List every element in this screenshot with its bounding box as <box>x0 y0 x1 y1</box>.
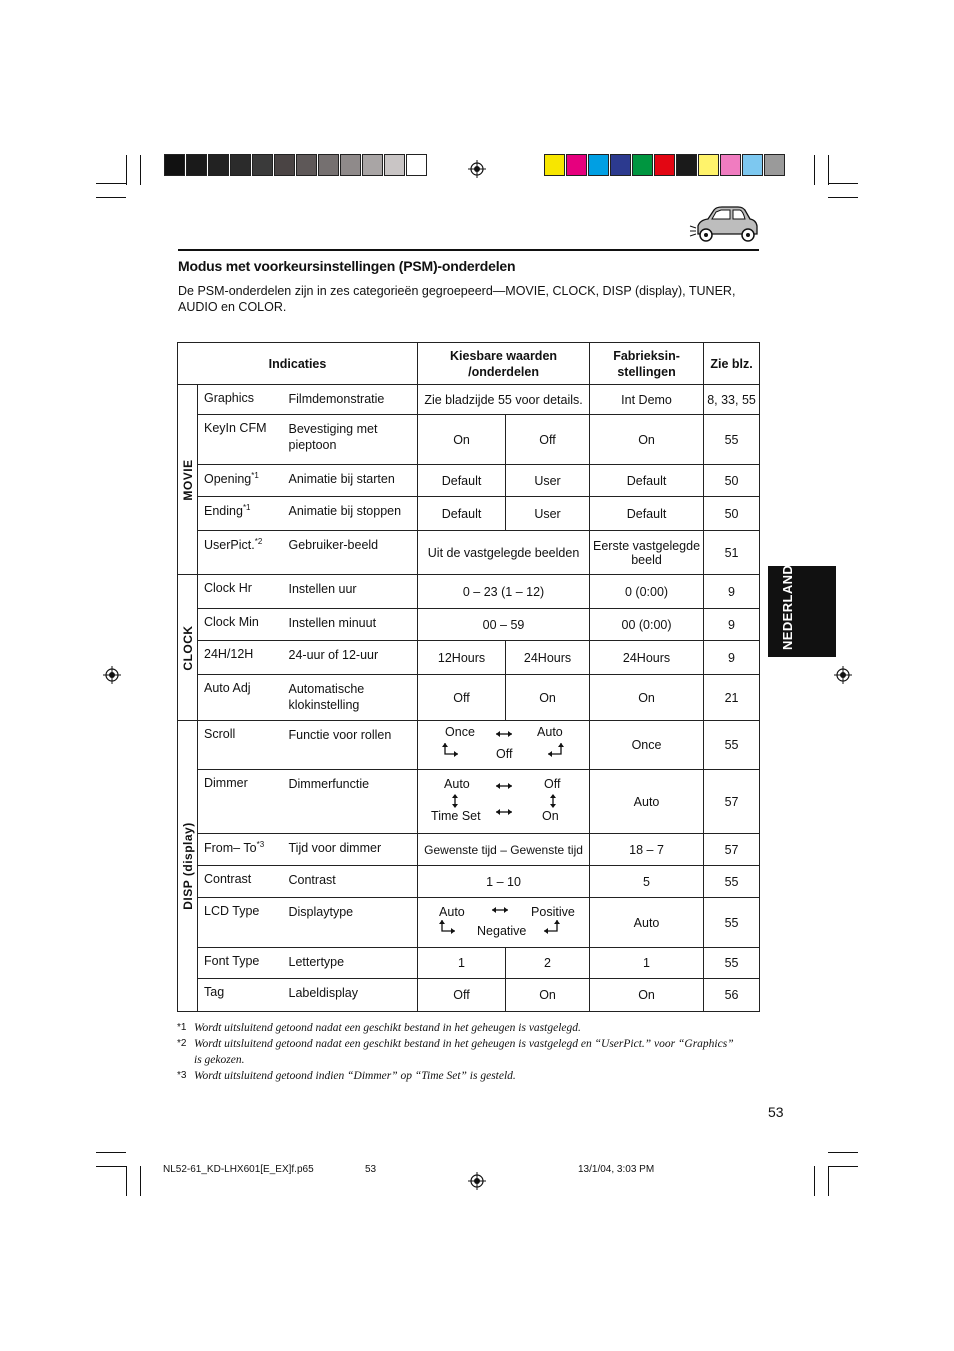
row-page: 9 <box>704 575 760 609</box>
cycle-option: Positive <box>531 904 575 919</box>
vertical-arrow-icon <box>548 793 558 809</box>
language-tab <box>768 555 836 657</box>
row-choices-cycle <box>418 770 590 834</box>
car-icon <box>688 204 760 246</box>
row-name-text: Scroll <box>204 727 236 741</box>
table-row <box>178 415 760 465</box>
footnote-text: Wordt uitsluitend getoond nadat een geschikt bestand in het geheugen is vastgelegd. <box>194 1022 581 1034</box>
return-arrow-icon <box>442 742 460 758</box>
double-arrow-icon <box>494 781 514 791</box>
category-label: MOVIE <box>180 458 195 501</box>
row-page: 57 <box>704 770 760 834</box>
crop-mark <box>96 1152 126 1153</box>
heading-rule <box>178 249 759 251</box>
row-default: Auto <box>590 770 704 834</box>
row-name <box>198 531 289 575</box>
row-default: 5 <box>590 866 704 898</box>
footnote <box>177 1036 737 1068</box>
row-choices-cycle <box>418 898 590 948</box>
row-default: On <box>590 979 704 1012</box>
row-page: 8, 33, 55 <box>704 385 760 415</box>
registration-mark-icon <box>468 1172 486 1190</box>
crop-mark <box>814 1166 815 1196</box>
row-choice: Off <box>418 675 506 721</box>
row-name-text: LCD Type <box>204 904 260 918</box>
row-desc: Bevestiging met pieptoon <box>289 415 418 465</box>
cycle-option: Auto <box>537 724 563 739</box>
double-arrow-icon <box>490 905 510 915</box>
footnote <box>177 1020 737 1036</box>
row-default: 18 – 7 <box>590 834 704 866</box>
row-desc: Automatische klokinstelling <box>289 675 418 721</box>
page-number: 53 <box>768 1104 784 1120</box>
row-choice: Off <box>506 415 590 465</box>
color-swatch <box>544 154 565 176</box>
row-name <box>198 866 289 898</box>
row-name <box>198 675 289 721</box>
row-name-text: Opening <box>204 472 252 487</box>
table-row <box>178 948 760 979</box>
row-desc: Tijd voor dimmer <box>289 834 418 866</box>
row-choice: Default <box>418 465 506 497</box>
row-name-text: Font Type <box>204 954 260 968</box>
color-swatch <box>566 154 587 176</box>
row-name <box>198 641 289 675</box>
cycle-option: Negative <box>477 923 527 938</box>
category-label: DISP (display) <box>180 822 195 910</box>
table-row <box>178 770 760 834</box>
row-default: Auto <box>590 898 704 948</box>
footnotes <box>177 1020 737 1084</box>
footer-page: 53 <box>365 1164 377 1175</box>
row-page: 57 <box>704 834 760 866</box>
crop-mark <box>140 155 141 185</box>
row-choice: 1 <box>418 948 506 979</box>
color-swatch <box>610 154 631 176</box>
row-name-text: Clock Min <box>204 615 259 629</box>
crop-mark <box>140 1166 141 1196</box>
color-swatch <box>164 154 185 176</box>
row-choices: Gewenste tijd – Gewenste tijd <box>418 834 590 866</box>
row-name-text: Ending <box>204 504 243 519</box>
row-choice: Off <box>418 979 506 1012</box>
double-arrow-icon <box>494 807 514 817</box>
row-default: 0 (0:00) <box>590 575 704 609</box>
color-swatch <box>384 154 405 176</box>
table-row <box>178 609 760 641</box>
row-choice: User <box>506 497 590 531</box>
row-default: Int Demo <box>590 385 704 415</box>
row-name <box>198 979 289 1012</box>
header-zie: Zie blz. <box>704 343 760 385</box>
color-swatch <box>588 154 609 176</box>
section-heading: Modus met voorkeursinstellingen (PSM)-onderdelen <box>178 258 516 274</box>
color-swatch <box>208 154 229 176</box>
row-desc: 24-uur of 12-uur <box>289 641 418 675</box>
row-name-text: Tag <box>204 985 225 999</box>
table-row <box>178 531 760 575</box>
row-name-text: Graphics <box>204 391 255 405</box>
row-default: 1 <box>590 948 704 979</box>
row-default: On <box>590 415 704 465</box>
row-name-text: Clock Hr <box>204 581 252 595</box>
row-desc: Filmdemonstratie <box>289 385 418 415</box>
row-name <box>198 415 289 465</box>
row-page: 50 <box>704 497 760 531</box>
row-page: 9 <box>704 609 760 641</box>
row-page: 9 <box>704 641 760 675</box>
row-name <box>198 465 289 497</box>
table-row <box>178 641 760 675</box>
footnote-mark: *1 <box>242 503 251 512</box>
footnote-mark: *1 <box>251 471 259 480</box>
row-name <box>198 721 289 770</box>
row-desc: Contrast <box>289 866 418 898</box>
footnote <box>177 1068 737 1084</box>
row-page: 55 <box>704 898 760 948</box>
row-name <box>198 609 289 641</box>
footnote-text: Wordt uitsluitend getoond indien “Dimmer” op “Time Set” is gesteld. <box>194 1070 516 1082</box>
header-fabrieks: Fabrieksin-stellingen <box>590 343 704 385</box>
row-name <box>198 385 289 415</box>
row-choice: User <box>506 465 590 497</box>
row-choices: 00 – 59 <box>418 609 590 641</box>
category-movie <box>178 385 198 575</box>
row-choice: 24Hours <box>506 641 590 675</box>
footnote-mark: *3 <box>256 840 265 849</box>
footer-file: NL52-61_KD-LHX601[E_EX]f.p65 <box>163 1164 314 1175</box>
registration-mark-icon <box>103 666 121 684</box>
crop-mark <box>814 155 815 185</box>
row-choice: On <box>506 979 590 1012</box>
row-desc: Functie voor rollen <box>289 721 418 770</box>
table-row <box>178 575 760 609</box>
row-desc: Gebruiker-beeld <box>289 531 418 575</box>
row-choice: 12Hours <box>418 641 506 675</box>
row-default: On <box>590 675 704 721</box>
color-swatch <box>720 154 741 176</box>
table-row <box>178 721 760 770</box>
cycle-option: Once <box>445 724 475 739</box>
row-page: 55 <box>704 415 760 465</box>
row-name-text: Contrast <box>204 872 252 886</box>
row-desc: Animatie bij stoppen <box>289 497 418 531</box>
header-kiesbare: Kiesbare waarden /onderdelen <box>418 343 590 385</box>
row-name-text: UserPict. <box>204 538 255 553</box>
footnote-mark: *2 <box>254 537 263 546</box>
row-page: 55 <box>704 721 760 770</box>
crop-mark <box>96 1166 126 1167</box>
crop-mark <box>96 197 126 198</box>
crop-mark <box>126 155 127 185</box>
color-swatch <box>676 154 697 176</box>
row-default: Default <box>590 465 704 497</box>
footnote-text: Wordt uitsluitend getoond nadat een geschikt bestand in het geheugen is vastgelegd en “UserPict.” voor “Graphics” is gekozen. <box>194 1038 734 1066</box>
row-name <box>198 834 289 866</box>
color-swatch <box>362 154 383 176</box>
row-name-text: Dimmer <box>204 776 248 790</box>
language-tab-label: NEDERLANDS <box>780 555 795 650</box>
crop-mark <box>828 155 829 185</box>
crop-mark <box>828 1166 829 1196</box>
cycle-option: Auto <box>439 904 465 919</box>
table-row <box>178 465 760 497</box>
color-swatch <box>296 154 317 176</box>
row-choice: On <box>506 675 590 721</box>
row-choice: Default <box>418 497 506 531</box>
return-arrow-icon <box>542 919 560 935</box>
row-desc: Labeldisplay <box>289 979 418 1012</box>
color-swatch <box>230 154 251 176</box>
row-name <box>198 898 289 948</box>
crop-mark <box>828 197 858 198</box>
row-default: Default <box>590 497 704 531</box>
table-row <box>178 866 760 898</box>
crop-mark <box>96 183 126 184</box>
row-name-text: From– To <box>204 841 257 856</box>
category-disp <box>178 721 198 1012</box>
category-label: CLOCK <box>180 624 195 671</box>
table-row <box>178 675 760 721</box>
footer-timestamp: 13/1/04, 3:03 PM <box>578 1164 655 1175</box>
row-page: 21 <box>704 675 760 721</box>
color-swatch <box>186 154 207 176</box>
color-swatch <box>274 154 295 176</box>
row-desc: Instellen uur <box>289 575 418 609</box>
table-header-row <box>178 343 760 385</box>
row-desc: Animatie bij starten <box>289 465 418 497</box>
crop-mark <box>828 183 858 184</box>
color-swatch <box>340 154 361 176</box>
footnote-mark: *3 <box>177 1070 187 1081</box>
return-arrow-icon <box>546 742 564 758</box>
cycle-option: On <box>542 808 559 823</box>
row-name-text: KeyIn CFM <box>204 421 267 435</box>
row-name-text: 24H/12H <box>204 647 254 661</box>
row-choices: Uit de vastgelegde beelden <box>418 531 590 575</box>
row-desc: Displaytype <box>289 898 418 948</box>
table-row <box>178 385 760 415</box>
row-page: 51 <box>704 531 760 575</box>
row-desc: Lettertype <box>289 948 418 979</box>
footnote-mark: *1 <box>177 1022 187 1033</box>
category-clock <box>178 575 198 721</box>
row-name-text: Auto Adj <box>204 681 251 695</box>
cycle-option: Off <box>496 746 513 761</box>
color-swatch <box>632 154 653 176</box>
registration-mark-icon <box>468 160 486 178</box>
footnote-mark: *2 <box>177 1038 187 1049</box>
crop-mark <box>828 1166 858 1167</box>
row-default: Eerste vastgelegde beeld <box>590 531 704 575</box>
vertical-arrow-icon <box>450 793 460 809</box>
return-arrow-icon <box>439 919 457 935</box>
row-name <box>198 948 289 979</box>
row-choices: Zie bladzijde 55 voor details. <box>418 385 590 415</box>
row-default: 24Hours <box>590 641 704 675</box>
color-swatch <box>764 154 785 176</box>
color-swatch <box>252 154 273 176</box>
row-desc: Dimmerfunctie <box>289 770 418 834</box>
row-name <box>198 497 289 531</box>
row-choices: 1 – 10 <box>418 866 590 898</box>
color-swatch <box>318 154 339 176</box>
row-name <box>198 575 289 609</box>
cycle-option: Auto <box>444 776 470 791</box>
row-desc: Instellen minuut <box>289 609 418 641</box>
registration-mark-icon <box>834 666 852 684</box>
color-swatch <box>406 154 427 176</box>
crop-mark <box>828 1152 858 1153</box>
table-row <box>178 497 760 531</box>
color-swatch <box>698 154 719 176</box>
table-row <box>178 979 760 1012</box>
table-row <box>178 834 760 866</box>
row-page: 55 <box>704 948 760 979</box>
header-indicaties: Indicaties <box>178 343 418 385</box>
color-swatch <box>742 154 763 176</box>
row-default: Once <box>590 721 704 770</box>
crop-mark <box>126 1166 127 1196</box>
table-row <box>178 898 760 948</box>
row-page: 55 <box>704 866 760 898</box>
row-page: 50 <box>704 465 760 497</box>
row-page: 56 <box>704 979 760 1012</box>
color-swatch <box>654 154 675 176</box>
row-choice: On <box>418 415 506 465</box>
row-choices: 0 – 23 (1 – 12) <box>418 575 590 609</box>
row-default: 00 (0:00) <box>590 609 704 641</box>
gray-calibration-strip <box>164 154 428 176</box>
cycle-option: Off <box>544 776 561 791</box>
color-calibration-strip <box>544 154 786 176</box>
row-name <box>198 770 289 834</box>
row-choice: 2 <box>506 948 590 979</box>
cycle-option: Time Set <box>431 808 481 823</box>
psm-table <box>177 342 760 1012</box>
row-choices-cycle <box>418 721 590 770</box>
intro-paragraph: De PSM-onderdelen zijn in zes categorieën gegroepeerd—MOVIE, CLOCK, DISP (display), TUNER, AUDIO en COLOR. <box>178 284 736 314</box>
double-arrow-icon <box>494 729 514 739</box>
